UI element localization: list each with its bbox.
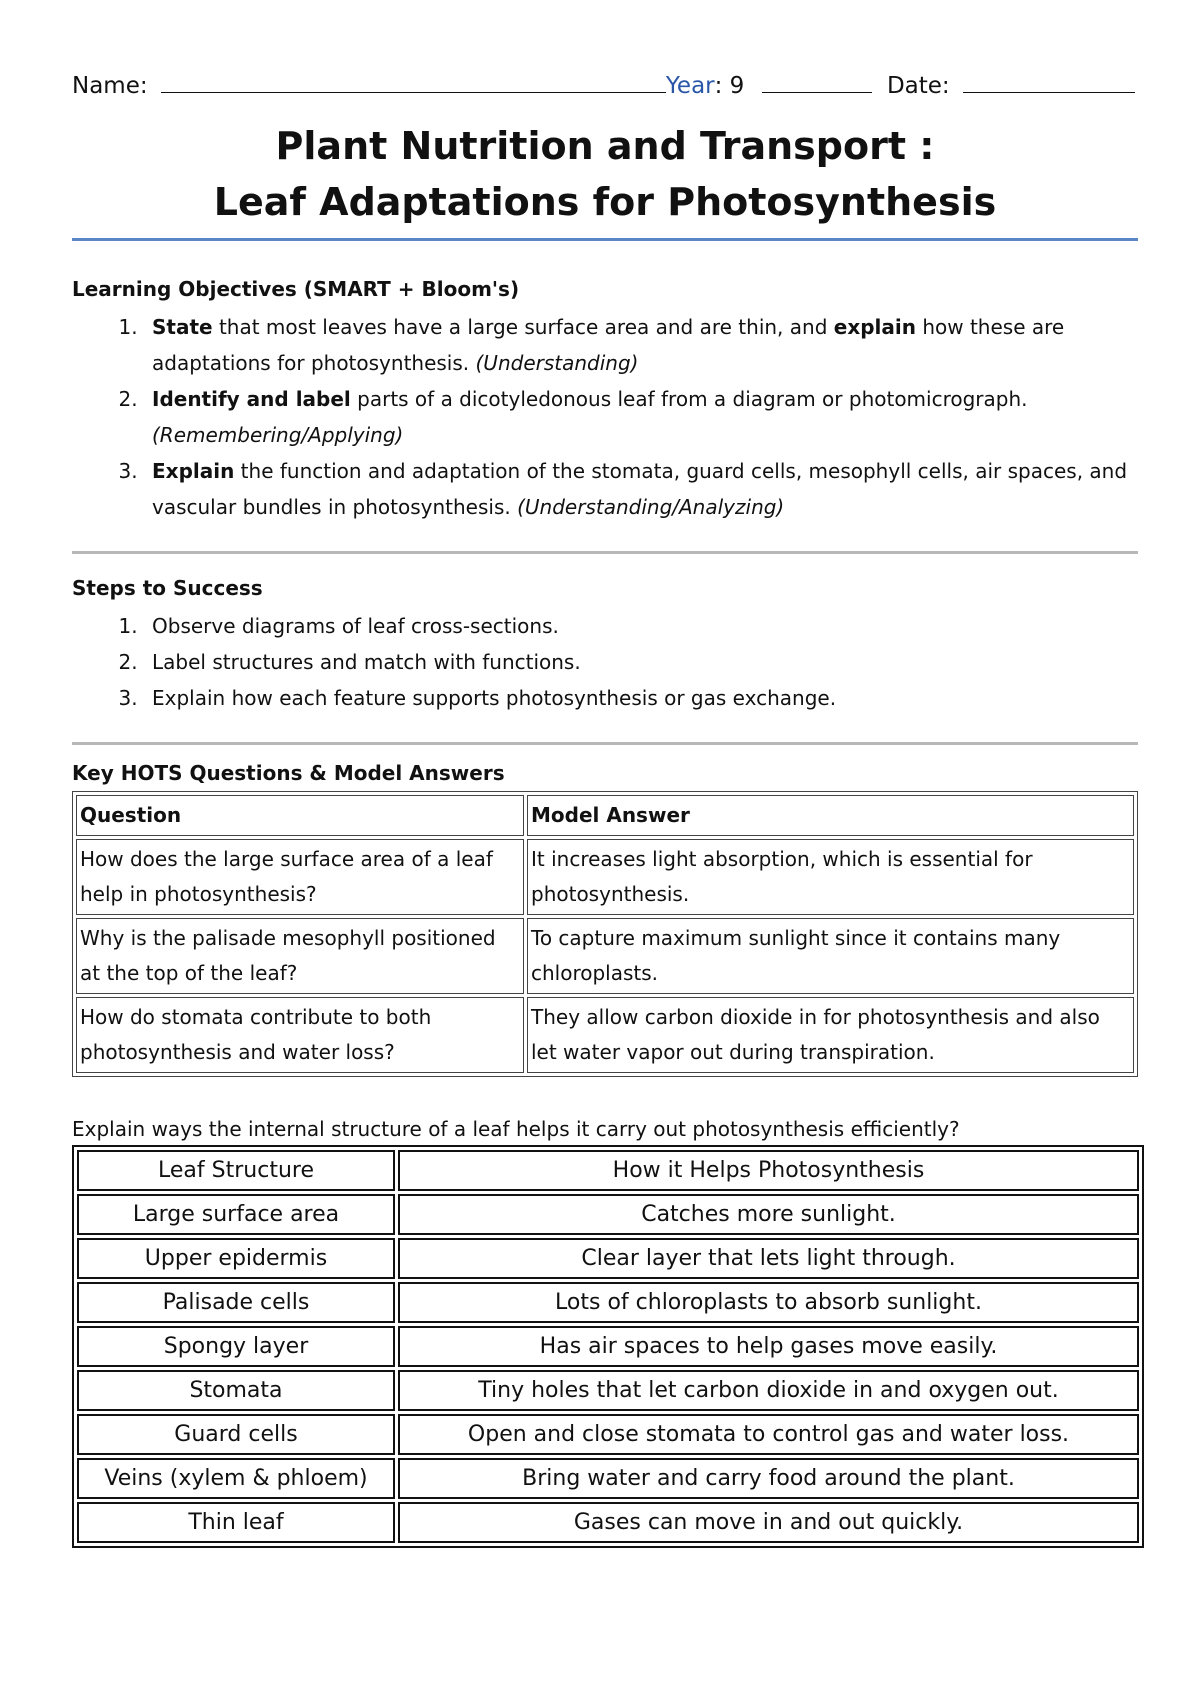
function-cell: Catches more sunlight. — [398, 1194, 1139, 1235]
step-item: 3. Explain how each feature supports photosynthesis or gas exchange. — [144, 680, 1138, 716]
question-cell: Why is the palisade mesophyll positioned at the top of the leaf? — [76, 918, 524, 994]
steps-heading: Steps to Success — [72, 576, 263, 600]
hots-header-row — [76, 795, 1134, 836]
year-label: Year — [665, 73, 715, 99]
table-row — [77, 1502, 1139, 1543]
column-header: Leaf Structure — [77, 1150, 395, 1191]
step-item: 1. Observe diagrams of leaf cross-sections. — [144, 608, 1138, 644]
table-row — [76, 918, 1134, 994]
question-cell: How do stomata contribute to both photosynthesis and water loss? — [76, 997, 524, 1073]
objectives-heading: Learning Objectives (SMART + Bloom's) — [72, 277, 520, 301]
objectives-list — [72, 309, 1138, 525]
objective-item: 3. Explain the function and adaptation of the stomata, guard cells, mesophyll cells, air spaces, and vascular bundles in photosynthesis. (Understanding/Analyzing) — [144, 453, 1138, 525]
structure-cell: Stomata — [77, 1370, 395, 1411]
hots-table — [72, 791, 1138, 1077]
leaf-table-prompt: Explain ways the internal structure of a leaf helps it carry out photosynthesis efficiently? — [72, 1117, 960, 1141]
objective-item: 1. State that most leaves have a large surface area and are thin, and explain how these are adaptations for photosynthesis. (Understanding) — [144, 309, 1138, 381]
answer-cell: To capture maximum sunlight since it contains many chloroplasts. — [527, 918, 1134, 994]
name-blank[interactable] — [161, 70, 666, 93]
function-cell: Open and close stomata to control gas and water loss. — [398, 1414, 1139, 1455]
table-row — [76, 839, 1134, 915]
section-divider — [72, 742, 1138, 745]
structure-cell: Veins (xylem & phloem) — [77, 1458, 395, 1499]
table-row — [77, 1370, 1139, 1411]
answer-cell: They allow carbon dioxide in for photosynthesis and also let water vapor out during transpiration. — [527, 997, 1134, 1073]
structure-cell: Thin leaf — [77, 1502, 395, 1543]
leaf-header-row — [77, 1150, 1139, 1191]
structure-cell: Guard cells — [77, 1414, 395, 1455]
name-label: Name: — [72, 73, 148, 99]
table-row — [77, 1458, 1139, 1499]
title-divider — [72, 238, 1138, 241]
date-blank[interactable] — [963, 70, 1135, 93]
steps-list — [72, 608, 1138, 716]
title-line-2: Leaf Adaptations for Photosynthesis — [213, 180, 997, 224]
column-header: Question — [76, 795, 524, 836]
leaf-structure-table — [72, 1145, 1144, 1548]
page-title — [72, 118, 1138, 230]
date-label: Date: — [886, 73, 950, 99]
year-value: : 9 — [714, 73, 745, 99]
table-row — [76, 997, 1134, 1073]
answer-cell: It increases light absorption, which is essential for photosynthesis. — [527, 839, 1134, 915]
function-cell: Tiny holes that let carbon dioxide in and oxygen out. — [398, 1370, 1139, 1411]
table-row — [77, 1194, 1139, 1235]
objective-item: 2. Identify and label parts of a dicotyledonous leaf from a diagram or photomicrograph. (Remembering/Applying) — [144, 381, 1138, 453]
table-row — [77, 1282, 1139, 1323]
function-cell: Lots of chloroplasts to absorb sunlight. — [398, 1282, 1139, 1323]
structure-cell: Palisade cells — [77, 1282, 395, 1323]
function-cell: Bring water and carry food around the plant. — [398, 1458, 1139, 1499]
column-header: How it Helps Photosynthesis — [398, 1150, 1139, 1191]
header-line — [72, 70, 1138, 114]
function-cell: Has air spaces to help gases move easily. — [398, 1326, 1139, 1367]
worksheet-page — [72, 70, 1138, 1548]
structure-cell: Upper epidermis — [77, 1238, 395, 1279]
section-divider — [72, 551, 1138, 554]
function-cell: Clear layer that lets light through. — [398, 1238, 1139, 1279]
function-cell: Gases can move in and out quickly. — [398, 1502, 1139, 1543]
table-row — [77, 1326, 1139, 1367]
table-row — [77, 1238, 1139, 1279]
column-header: Model Answer — [527, 795, 1134, 836]
structure-cell: Spongy layer — [77, 1326, 395, 1367]
table-row — [77, 1414, 1139, 1455]
step-item: 2. Label structures and match with functions. — [144, 644, 1138, 680]
title-line-1: Plant Nutrition and Transport : — [275, 124, 935, 168]
structure-cell: Large surface area — [77, 1194, 395, 1235]
question-cell: How does the large surface area of a leaf help in photosynthesis? — [76, 839, 524, 915]
year-blank[interactable] — [762, 70, 872, 93]
hots-heading: Key HOTS Questions & Model Answers — [72, 761, 505, 785]
